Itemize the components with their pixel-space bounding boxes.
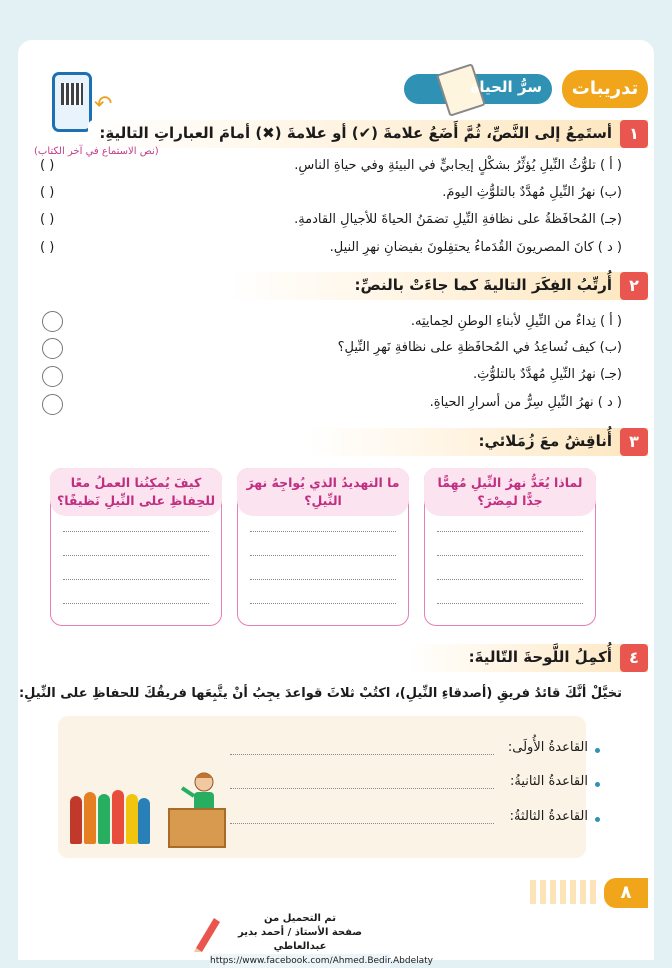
section-1-title: أستَمِعُ إلى النَّصِّ، ثُمَّ أَضَعُ علامةَ (✔) أو علامةَ (✖) أمامَ العباراتِ التاليةِ: (99, 124, 612, 142)
idea-item: (جـ) نهرُ النِّيلِ مُهدَّدٌ بالتلوُّثِ. (473, 367, 622, 382)
exercises-badge: تدريبات (562, 70, 648, 108)
discussion-card (424, 468, 596, 626)
discussion-question: كيفَ يُمكِنُنا العملُ معًا للحِفاظِ على النِّيلِ نَظيفًا؟ (50, 468, 222, 516)
section-3-title: أُناقِشُ معَ زُمَلائي: (478, 432, 612, 450)
answer-parentheses[interactable]: ( ) (40, 212, 55, 227)
section-2-title: أُرتِّبُ الفِكَرَ التاليةَ كما جاءَتْ بالنصِّ: (354, 276, 612, 294)
order-circle[interactable] (42, 338, 63, 359)
answer-parentheses[interactable]: ( ) (40, 240, 55, 255)
discussion-question: ما التهديدُ الذي يُواجِهُ نهرَ النِّيلِ؟ (237, 468, 409, 516)
discussion-card (237, 468, 409, 626)
task-instruction: تخيَّلْ أنَّكَ قائدُ فريقِ (أصدقاءِ النِّيلِ)، اكتُبْ ثلاثَ قواعدَ يجِبُ أنْ يتَّبِعَها فريقُكَ للحفاظِ على النِّيلِ: (18, 686, 622, 701)
discussion-question: لماذا يُعَدُّ نهرُ النِّيلِ مُهِمًّا جدًّا لمِصْرَ؟ (424, 468, 596, 516)
footer-line-2: صفحة الأستاذ / أحمد بدير عبدالعاطي (237, 927, 362, 952)
section-4-title: أُكمِلُ اللَّوحةَ التّاليةَ: (468, 648, 612, 666)
statement-item: ( أ ) تلوُّثُ النِّيلِ يُؤثِّرُ بشكْلٍ إيجابيٍّ في البيئةِ وفي حياةِ الناسِ. (294, 158, 622, 173)
qr-code-icon[interactable] (52, 72, 92, 132)
discussion-card (50, 468, 222, 626)
answer-parentheses[interactable]: ( ) (40, 158, 55, 173)
podium-illustration (168, 808, 226, 848)
section-1-number: ١ (620, 120, 648, 148)
rule-answer-line[interactable] (230, 754, 494, 755)
rule-label: القاعدةُ الثالثةُ: (509, 809, 588, 824)
curved-arrow-icon: ↶ (94, 92, 113, 117)
answer-parentheses[interactable]: ( ) (40, 185, 55, 200)
idea-item: ( أ ) نِداءٌ من النِّيلِ لأبناءِ الوطنِ لحِمايتِه. (410, 314, 622, 329)
listening-note: (نص الاستماع في آخر الكتاب) (34, 146, 159, 157)
idea-item: ( د ) نهرُ النِّيلِ سِرٌّ من أسرارِ الحياةِ. (429, 395, 622, 410)
footer-line-1: تم التحميل من (264, 913, 336, 924)
idea-item: (ب) كيف نُساعِدُ في المُحافَظةِ على نظافةِ نَهرِ النِّيلِ؟ (337, 340, 622, 355)
footer-url[interactable]: https://www.facebook.com/Ahmed.Bedir.Abdelaty (210, 956, 433, 966)
lesson-title: سرُّ الحياة (470, 78, 542, 96)
rule-answer-line[interactable] (230, 788, 494, 789)
page-number: ٨ (604, 878, 648, 908)
bullet-icon (595, 748, 600, 753)
rule-answer-line[interactable] (230, 823, 494, 824)
order-circle[interactable] (42, 311, 63, 332)
order-circle[interactable] (42, 366, 63, 387)
section-3-number: ٣ (620, 428, 648, 456)
section-2-number: ٢ (620, 272, 648, 300)
statement-item: (جـ) المُحافَظةُ على نظافةِ النِّيلِ تضمَنُ الحياةَ للأجيالِ القادمةِ. (294, 212, 622, 227)
section-4-number: ٤ (620, 644, 648, 672)
students-illustration (70, 788, 150, 844)
page-number-stripes (530, 880, 600, 904)
rule-label: القاعدةُ الثانيةُ: (510, 774, 588, 789)
bullet-icon (595, 817, 600, 822)
order-circle[interactable] (42, 394, 63, 415)
footer-credit (210, 912, 433, 968)
lesson-title-pill (404, 74, 552, 104)
bullet-icon (595, 782, 600, 787)
statement-item: (ب) نهرُ النِّيلِ مُهدَّدٌ بالتلوُّثِ اليومَ. (442, 185, 622, 200)
statement-item: ( د ) كانَ المصريونَ القُدَماءُ يحتفِلونَ بفيضانِ نهرِ النيلِ. (329, 240, 622, 255)
rule-label: القاعدةُ الأُولَى: (507, 740, 588, 755)
